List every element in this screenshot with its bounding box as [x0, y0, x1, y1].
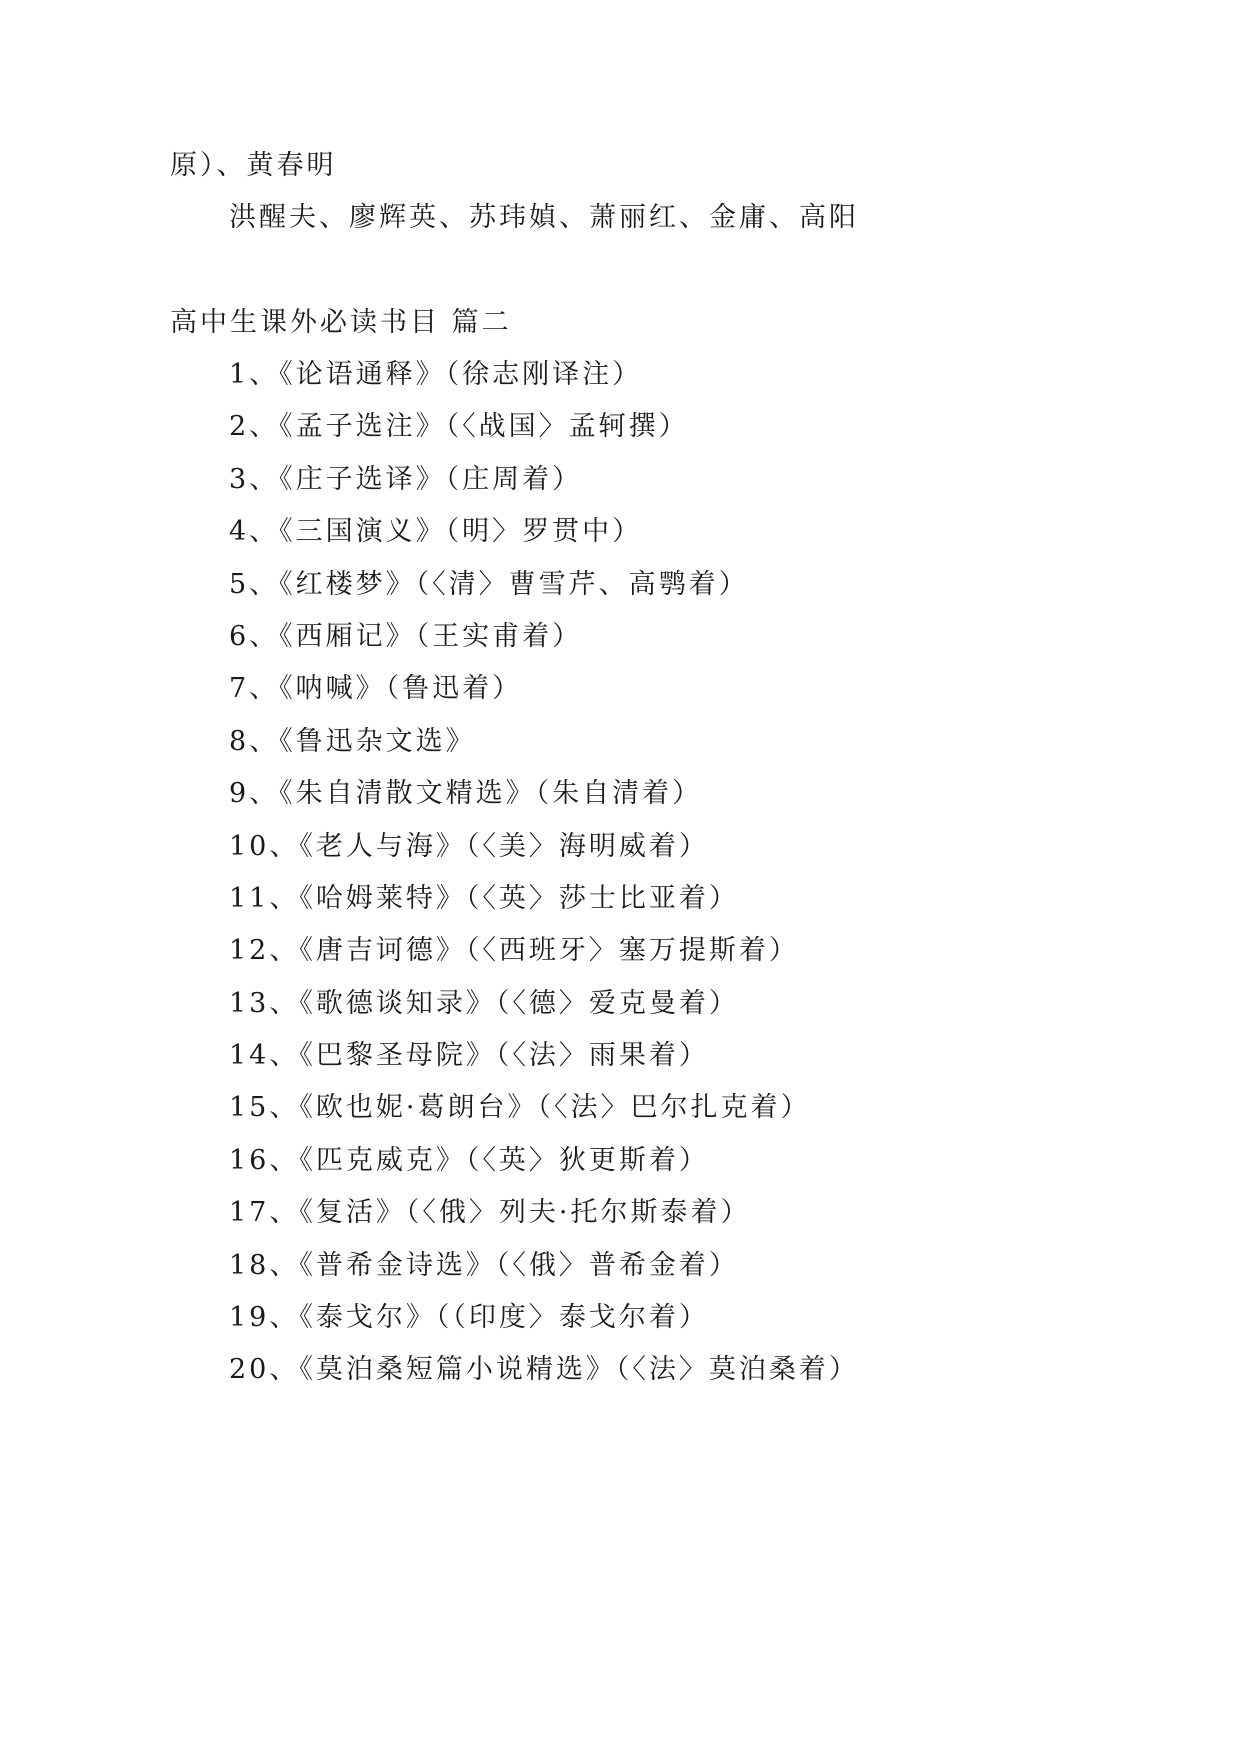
author-names-line: 洪醒夫、廖辉英、苏玮媜、萧丽红、金庸、高阳 [229, 202, 859, 233]
list-item: 8、《鲁迅杂文选》 [229, 725, 476, 757]
list-item: 6、《西厢记》（王实甫着） [229, 620, 583, 652]
list-item: 12、《唐吉诃德》（〈西班牙〉塞万提斯着） [229, 935, 799, 967]
list-item: 11、《哈姆莱特》（〈英〉莎士比亚着） [229, 882, 739, 914]
list-item: 20、《莫泊桑短篇小说精选》（〈法〉莫泊桑着） [229, 1354, 859, 1386]
list-item: 14、《巴黎圣母院》（〈法〉雨果着） [229, 1040, 709, 1072]
list-item: 18、《普希金诗选》（〈俄〉普希金着） [229, 1249, 739, 1281]
list-item: 13、《歌德谈知录》（〈德〉爱克曼着） [229, 987, 739, 1019]
reading-list [229, 357, 859, 1405]
list-item: 1、《论语通释》（徐志刚译注） [229, 359, 643, 390]
list-item: 9、《朱自清散文精选》（朱自清着） [229, 778, 703, 810]
list-item: 10、《老人与海》（〈美〉海明威着） [229, 830, 709, 862]
list-item: 15、《欧也妮·葛朗台》（〈法〉巴尔扎克着） [229, 1092, 811, 1124]
section-heading: 高中生课外必读书目 篇二 [170, 307, 512, 338]
list-item: 5、《红楼梦》（〈清〉曹雪芹、高鹗着） [229, 568, 749, 600]
list-item: 3、《庄子选译》（庄周着） [229, 463, 583, 495]
list-item: 4、《三国演义》（明〉罗贯中） [229, 516, 643, 548]
author-names-continuation: 原）、黄春明 [170, 150, 337, 181]
list-item: 17、《复活》（〈俄〉列夫·托尔斯泰着） [229, 1197, 751, 1229]
list-item: 16、《匹克威克》（〈英〉狄更斯着） [229, 1144, 709, 1176]
list-item: 2、《孟子选注》（〈战国〉孟轲撰） [229, 411, 689, 443]
list-item: 19、《泰戈尔》（（印度〉泰戈尔着） [229, 1302, 709, 1334]
list-item: 7、《呐喊》（鲁迅着） [229, 673, 523, 705]
